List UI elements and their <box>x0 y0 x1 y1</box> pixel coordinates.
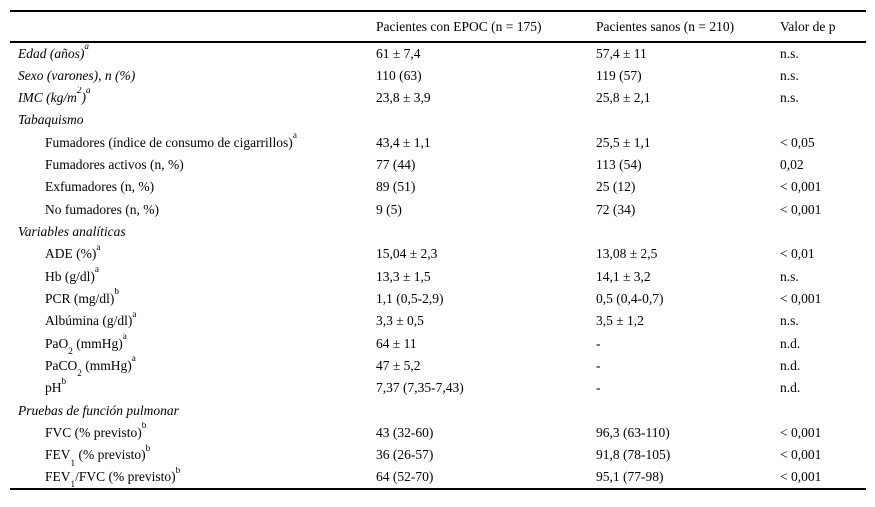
table-row <box>10 87 866 109</box>
table-row <box>10 154 866 176</box>
sanos-value <box>596 109 780 131</box>
header-row <box>10 11 866 42</box>
row-label: $FEV_1$/FVC (% previsto)$^b$ <box>45 466 181 489</box>
sanos-value: 119 (57) <box>596 67 642 83</box>
epoc-value: 15,04 ± 2,3 <box>376 246 438 262</box>
table-row <box>10 310 866 332</box>
table-body <box>10 42 866 489</box>
epoc-value <box>376 400 596 422</box>
comparison-table-wrapper <box>10 10 866 490</box>
p-value: < 0,001 <box>780 290 822 306</box>
header-p-value: Valor de p <box>780 18 836 34</box>
section-label: Variables analíticas <box>18 223 126 239</box>
p-value: n.d. <box>780 335 801 351</box>
sanos-value <box>596 221 780 243</box>
sanos-value: 14,1 ± 3,2 <box>596 268 651 284</box>
table-row <box>10 332 866 354</box>
section-row <box>10 109 866 131</box>
p-value: 0,02 <box>780 156 804 172</box>
table-row <box>10 467 866 489</box>
row-label: Edad (años)$^a$ <box>18 42 89 61</box>
p-value: n.s. <box>780 268 799 284</box>
epoc-value: 36 (26-57) <box>376 447 434 463</box>
table-row <box>10 131 866 153</box>
sanos-value: - <box>596 357 601 373</box>
row-label: PaCO$_2$ (mmHg)$^a$ <box>45 354 136 378</box>
sanos-value: 25 (12) <box>596 179 636 195</box>
row-label: $pH^b$ <box>45 377 67 396</box>
header-healthy-group: Pacientes sanos (n = 210) <box>596 18 735 34</box>
table-row <box>10 288 866 310</box>
epoc-value: 43,4 ± 1,1 <box>376 134 431 150</box>
row-label: FVC (% previsto)$^b$ <box>45 421 147 441</box>
epoc-value: 23,8 ± 3,9 <box>376 89 431 105</box>
table-row <box>10 42 866 64</box>
row-label: Fumadores activos (n, %) <box>45 156 184 172</box>
p-value: n.s. <box>780 89 799 105</box>
sanos-value: - <box>596 380 601 396</box>
p-value: n.s. <box>780 45 799 61</box>
table-row <box>10 243 866 265</box>
epoc-value <box>376 221 596 243</box>
sanos-value: 25,5 ± 1,1 <box>596 134 651 150</box>
header-epoc-group: Pacientes con EPOC (n = 175) <box>376 18 542 34</box>
row-label: Hb $(g/dl)^a$ <box>45 265 99 284</box>
table-row <box>10 176 866 198</box>
sanos-value: 91,8 (78-105) <box>596 447 671 463</box>
section-label: Tabaquismo <box>18 112 84 128</box>
sanos-value: 113 (54) <box>596 156 642 172</box>
row-label: Sexo (varones), n (%) <box>18 67 136 83</box>
row-label: No fumadores (n, %) <box>45 201 159 217</box>
row-label: IMC $(kg/m^2)^a$ <box>18 86 91 105</box>
row-label: PCR $(mg/dl)^b$ <box>45 287 119 306</box>
p-value: n.d. <box>780 380 801 396</box>
epoc-value: 43 (32-60) <box>376 425 434 441</box>
epoc-value <box>376 109 596 131</box>
p-value: < 0,001 <box>780 447 822 463</box>
sanos-value <box>596 400 780 422</box>
sanos-value: 25,8 ± 2,1 <box>596 89 651 105</box>
header-empty <box>10 11 376 42</box>
row-label: $FEV_1$ (% previsto)$^b$ <box>45 444 151 467</box>
table-row <box>10 265 866 287</box>
sanos-value: 95,1 (77-98) <box>596 469 664 485</box>
p-value: < 0,001 <box>780 179 822 195</box>
table-row <box>10 444 866 466</box>
patient-comparison-table <box>10 10 866 490</box>
epoc-value: 64 ± 11 <box>376 335 417 351</box>
row-label: Exfumadores (n, %) <box>45 179 155 195</box>
p-value: < 0,001 <box>780 425 822 441</box>
table-row <box>10 64 866 86</box>
row-label: Albúmina $(g/dl)^a$ <box>45 310 137 329</box>
p-value <box>780 400 866 422</box>
sanos-value: 0,5 (0,4-0,7) <box>596 290 664 306</box>
epoc-value: 13,3 ± 1,5 <box>376 268 431 284</box>
section-row <box>10 400 866 422</box>
sanos-value: - <box>596 335 601 351</box>
p-value: < 0,05 <box>780 134 815 150</box>
epoc-value: 77 (44) <box>376 156 416 172</box>
p-value: < 0,001 <box>780 469 822 485</box>
row-label: Fumadores (índice de consumo de cigarrillos)$^a$ <box>45 131 297 150</box>
table-row <box>10 377 866 399</box>
table-row <box>10 422 866 444</box>
p-value: n.s. <box>780 313 799 329</box>
row-label: ADE (%)$^a$ <box>45 243 101 262</box>
sanos-value: 3,5 ± 1,2 <box>596 313 644 329</box>
table-header <box>10 11 866 42</box>
p-value: n.s. <box>780 67 799 83</box>
sanos-value: 96,3 (63-110) <box>596 425 670 441</box>
epoc-value: 64 (52-70) <box>376 469 434 485</box>
p-value <box>780 109 866 131</box>
table-row <box>10 355 866 377</box>
epoc-value: 7,37 (7,35-7,43) <box>376 380 464 396</box>
section-row <box>10 221 866 243</box>
epoc-value: 89 (51) <box>376 179 416 195</box>
epoc-value: 3,3 ± 0,5 <box>376 313 424 329</box>
p-value: n.d. <box>780 357 801 373</box>
p-value <box>780 221 866 243</box>
row-label: PaO$_2$ (mmHg)$^a$ <box>45 332 127 355</box>
p-value: < 0,001 <box>780 201 822 217</box>
epoc-value: 47 ± 5,2 <box>376 357 421 373</box>
epoc-value: 9 (5) <box>376 201 402 217</box>
table-row <box>10 198 866 220</box>
p-value: < 0,01 <box>780 246 815 262</box>
sanos-value: 72 (34) <box>596 201 636 217</box>
sanos-value: 57,4 ± 11 <box>596 45 647 61</box>
section-label: Pruebas de función pulmonar <box>18 402 179 418</box>
epoc-value: 110 (63) <box>376 67 422 83</box>
epoc-value: 61 ± 7,4 <box>376 45 421 61</box>
sanos-value: 13,08 ± 2,5 <box>596 246 658 262</box>
epoc-value: 1,1 (0,5-2,9) <box>376 290 444 306</box>
